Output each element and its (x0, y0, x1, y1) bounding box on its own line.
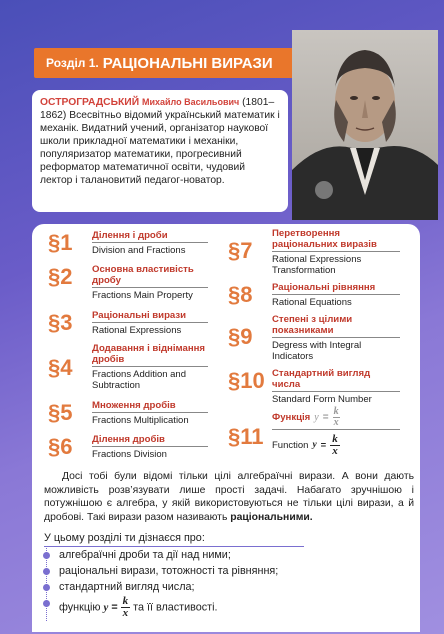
section-title-en: Division and Fractions (92, 245, 186, 256)
section-title-uk: Стандартний вигляд числа (272, 368, 400, 392)
section-1[interactable] (48, 230, 208, 256)
section-title-uk: Степені з цілими показниками (272, 314, 400, 338)
section-title-uk: Множення дробів (92, 400, 208, 413)
learn-list (46, 548, 346, 621)
formula-y: y (312, 439, 317, 450)
bio-first-patronymic: Михайло Васильович (141, 97, 240, 107)
chapter-banner (34, 48, 302, 78)
list-item-suffix: та її властивості. (133, 601, 218, 614)
formula-denominator: x (332, 444, 338, 457)
formula-numerator: k (332, 432, 338, 445)
section-10[interactable] (228, 368, 400, 405)
section-4[interactable] (48, 343, 208, 391)
formula-y: y (103, 601, 109, 614)
section-11[interactable] (228, 406, 400, 458)
section-2[interactable] (48, 264, 208, 301)
section-number: §1 (48, 230, 73, 255)
intro-paragraph (44, 470, 414, 524)
section-5[interactable] (48, 400, 208, 426)
formula-eq: = (320, 439, 327, 451)
formula-denominator: x (333, 416, 339, 428)
list-item: алгебраїчні дроби та дії над ними; (47, 548, 346, 562)
section-title-uk: Раціональні рівняння (272, 282, 400, 295)
section-number: §7 (228, 238, 253, 263)
section-title-uk: Ділення дробів (92, 434, 208, 447)
formula-fraction (330, 434, 340, 457)
section-title-uk: Ділення і дроби (92, 230, 208, 243)
section-number: §2 (48, 264, 73, 289)
section-title-uk: Основна властивість дробу (92, 264, 208, 288)
section-number: §5 (48, 400, 73, 425)
learn-heading: У цьому розділі ти дізнаєся про: (44, 532, 304, 547)
section-title-en-row (272, 432, 400, 458)
section-number: §11 (228, 424, 264, 449)
section-title-uk: Додавання і віднімання дробів (92, 343, 208, 367)
chapter-title: РАЦІОНАЛЬНІ ВИРАЗИ (102, 54, 273, 72)
formula-fraction (121, 596, 131, 619)
formula-y-grey: y (314, 411, 319, 423)
bio-surname: ОСТРОГРАДСЬКИЙ (40, 97, 140, 108)
formula-fraction-grey (333, 407, 340, 428)
section-number: §6 (48, 434, 73, 459)
section-title-en: Fractions Division (92, 449, 167, 460)
section-title-en: Rational Expressions Transformation (272, 254, 362, 276)
section-title-en: Fractions Multiplication (92, 415, 189, 426)
intro-bold-term: раціональними. (230, 511, 313, 523)
section-title-en: Fractions Addition and Subtraction (92, 369, 187, 391)
formula-eq-grey: = (322, 411, 329, 423)
ostrogradsky-portrait-image (292, 30, 438, 220)
section-number: §8 (228, 282, 253, 307)
formula-numerator: k (333, 405, 339, 417)
section-title-en: Function (272, 439, 309, 451)
list-item: стандартний вигляд числа; (47, 580, 346, 594)
section-6[interactable] (48, 434, 208, 460)
section-title-uk: Функція (272, 411, 311, 423)
list-item-prefix: функцію (59, 601, 101, 614)
biography-box (32, 90, 288, 212)
section-title-en: Standard Form Number (272, 394, 372, 405)
section-title-en: Degress with Integral Indicators (272, 340, 362, 362)
section-title-uk-row (272, 406, 400, 430)
chapter-number: Розділ 1. (46, 56, 99, 70)
section-number: §3 (48, 310, 73, 335)
formula-numerator: k (122, 595, 129, 607)
section-number: §9 (228, 324, 253, 349)
section-number: §4 (48, 355, 73, 380)
formula-denominator: x (122, 607, 129, 619)
section-title-en: Rational Equations (272, 297, 352, 308)
formula-eq: = (111, 601, 118, 614)
section-title-en: Rational Expressions (92, 325, 182, 336)
section-7[interactable] (228, 228, 400, 276)
section-title-uk: Перетворення раціональних виразів (272, 228, 400, 252)
section-title-uk: Раціональні вирази (92, 310, 208, 323)
section-number: §10 (228, 368, 265, 393)
section-8[interactable] (228, 282, 400, 308)
section-9[interactable] (228, 314, 400, 362)
list-item: раціональні вирази, тотожності та рівняння; (47, 564, 346, 578)
list-item (47, 596, 346, 619)
bio-text: (1801–1862) Всесвітньо відомий український математик і механік. Видатний учений, організатор наукової школи прикладної математики і механіки, популяризатор математики, прогресивний реформатор математичної освіти, чудовий лектор і талановитий педагог-новатор. (40, 97, 280, 186)
intro-text: Досі тобі були відомі тільки цілі алгебраїчні вирази. А вони дають можливість розв’язувати лише прості задачі. Набагато зручнішою і потужнішою є алгебра, у якій використовуються не тільки цілі вирази, а й дробові. Такі вирази разом називають (44, 471, 414, 523)
section-3[interactable] (48, 310, 208, 336)
section-title-en: Fractions Main Property (92, 290, 193, 301)
